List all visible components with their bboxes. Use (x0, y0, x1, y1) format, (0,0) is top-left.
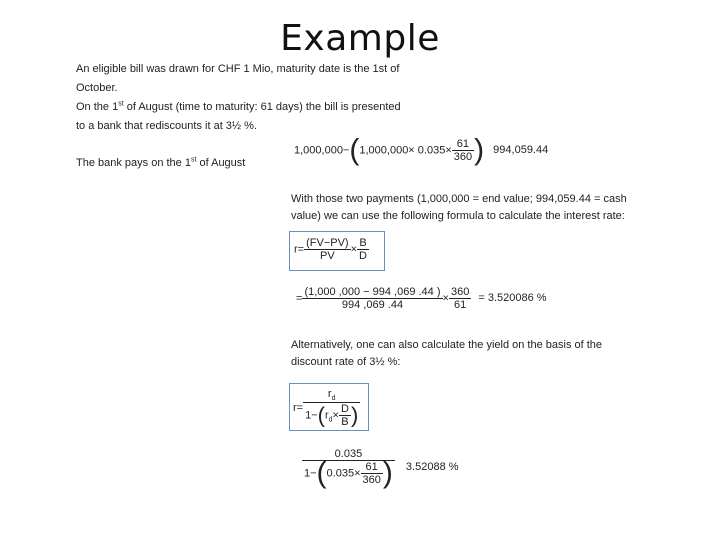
formula-yield-den (303, 402, 360, 428)
formula-rate-num-2: 360 (450, 286, 470, 298)
explain-line-1: With those two payments (1,000,000 = end value; 994,059.44 = cash (291, 193, 627, 205)
formula-yield-den-close-paren: ) (350, 402, 359, 428)
formula-interest-rate-den: PV (304, 249, 350, 262)
formula-yield-den-open-paren: ( (317, 402, 325, 428)
formula-rate-calculation (296, 286, 547, 311)
formula-rate-num: (1,000 ,000 − 994 ,069 .44 ) (304, 286, 441, 298)
formula-yield-calc-inner-num: 61 (365, 461, 378, 473)
bank-pays-pre: The bank pays on the 1 (76, 157, 191, 169)
intro-line-3-sup: st (118, 100, 124, 108)
formula-yield-den-lead: 1− (305, 409, 318, 422)
intro-line-2: October. (76, 82, 118, 94)
formula-payment-lead: 1,000,000− (294, 144, 350, 157)
formula-yield-num-r: r (327, 388, 332, 400)
formula-interest-rate-times: × (350, 243, 358, 256)
alt-line-2: discount rate of 3½ %: (291, 356, 401, 368)
formula-yield-calc-den-lead: 1− (304, 467, 317, 480)
formula-payment-fraction (452, 138, 474, 163)
formula-interest-rate-den-2: D (359, 250, 367, 262)
formula-interest-rate-fraction-2 (357, 237, 369, 262)
formula-rate-den: 994 ,069 .44 (302, 298, 442, 311)
formula-yield-calc-open-paren: ( (316, 456, 327, 490)
formula-interest-rate-num: (FV−PV) (306, 237, 349, 249)
formula-rate-eq: = (296, 292, 303, 305)
alt-line-1: Alternatively, one can also calculate the yield on the basis of the (291, 339, 603, 351)
formula-rate-fraction-2 (449, 286, 471, 311)
formula-interest-rate-fraction (304, 237, 350, 262)
explain-line-2: value) we can use the following formula to calculate the interest rate: (291, 210, 625, 222)
formula-interest-rate-lhs: r= (294, 243, 305, 256)
formula-rate-result: = 3.520086 % (478, 292, 547, 305)
formula-yield-box (289, 383, 369, 431)
formula-yield-calculation (302, 448, 459, 490)
formula-rate-fraction (302, 286, 442, 311)
formula-interest-rate-box (289, 231, 385, 271)
bank-pays-post: of August (196, 157, 246, 169)
intro-line-3-pre: On the 1 (76, 101, 119, 113)
formula-payment-open-paren: ( (349, 133, 360, 167)
formula-interest-rate-num-2: B (359, 237, 367, 249)
formula-payment-num: 61 (456, 138, 470, 150)
formula-yield-den-sub: d (328, 416, 333, 424)
formula-payment (294, 133, 549, 167)
formula-yield-calc-den-inner: 0.035× (326, 467, 361, 480)
formula-payment-inner: 1,000,000× 0.035× (359, 144, 452, 157)
formula-payment-result: 994,059.44 (493, 144, 549, 157)
formula-yield-calc-num: 0.035 (334, 448, 363, 460)
formula-yield-calc-inner-den: 360 (362, 474, 381, 486)
formula-rate-times: × (442, 292, 449, 305)
formula-yield-fraction (303, 388, 360, 428)
formula-yield-calc-fraction (302, 448, 395, 490)
formula-yield-calc-den (302, 456, 395, 490)
intro-line-3-post: of August (time to maturity: 61 days) the bill is presented (123, 101, 401, 113)
formula-payment-den: 360 (453, 151, 473, 163)
bank-pays-sup: st (190, 156, 197, 164)
formula-yield-lhs: r= (293, 402, 304, 414)
formula-yield-calc-result: 3.52088 % (405, 460, 459, 473)
formula-yield-inner-den: B (339, 415, 351, 428)
bank-pays-line (76, 154, 245, 173)
intro-line-1: An eligible bill was drawn for CHF 1 Mio, maturity date is the 1st of (76, 63, 400, 75)
formula-yield-den-times: × (332, 409, 339, 422)
formula-yield-inner-num: D (340, 403, 349, 416)
formula-rate-den-2: 61 (449, 298, 471, 311)
formula-yield-num-sub: d (331, 395, 336, 403)
intro-line-3 (76, 98, 401, 117)
formula-payment-close-paren: ) (474, 133, 485, 167)
slide-title: Example (280, 18, 440, 59)
formula-yield-calc-close-paren: ) (382, 456, 393, 490)
intro-line-4: to a bank that rediscounts it at 3½ %. (76, 120, 257, 132)
formula-yield-calc-inner-fraction (361, 461, 383, 486)
formula-yield-den-r: r (324, 409, 329, 422)
formula-yield-inner-fraction (339, 403, 351, 428)
formula-yield-num (303, 388, 360, 402)
